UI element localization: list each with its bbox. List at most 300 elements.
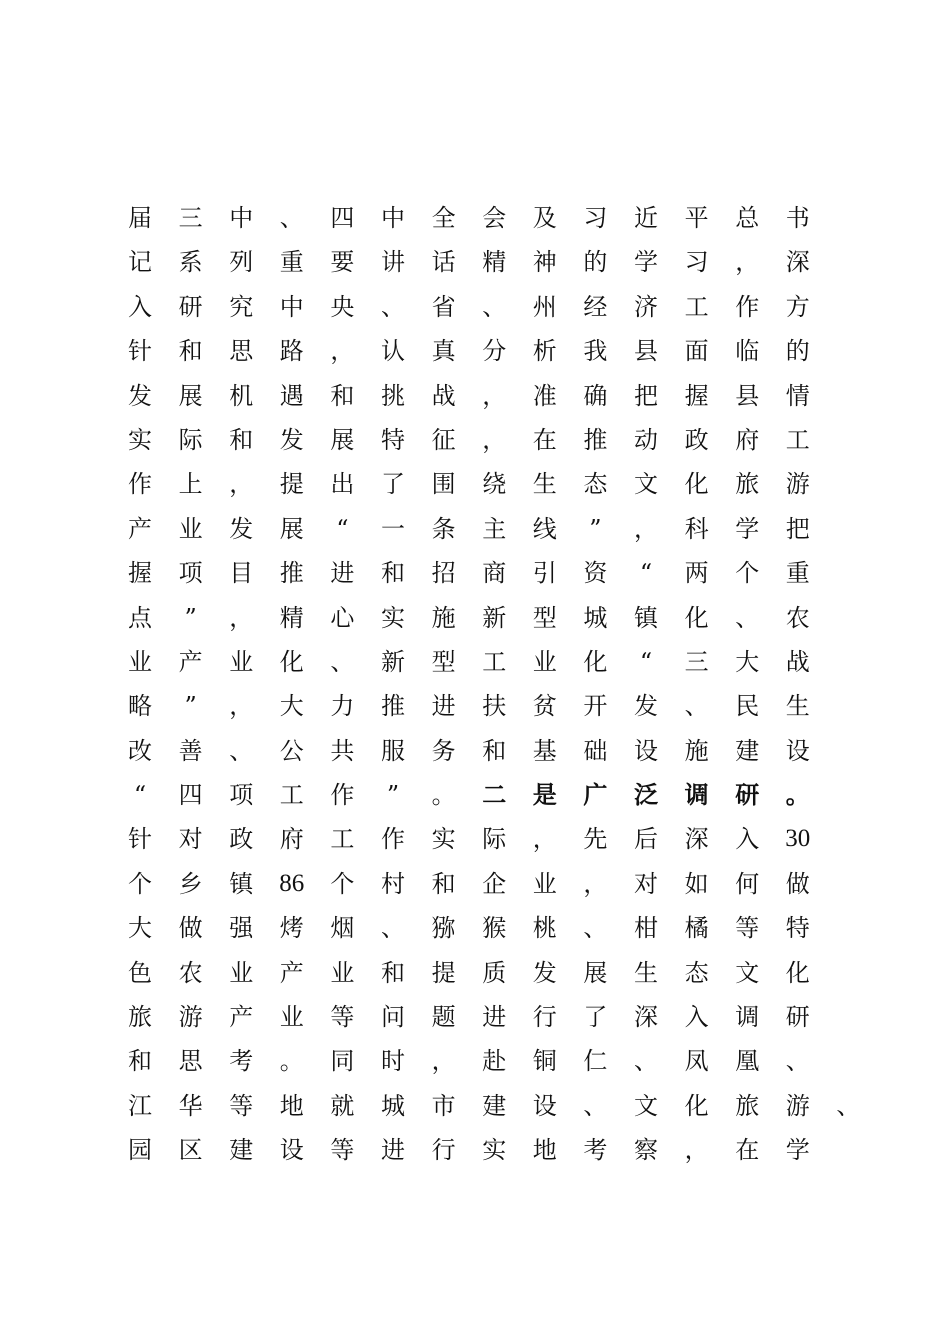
text-char: 准 <box>532 381 557 410</box>
text-char: ， <box>482 425 507 454</box>
text-line <box>0 418 950 462</box>
text-char: 点 <box>128 603 152 632</box>
text-line <box>0 462 950 506</box>
text-char: 、 <box>482 292 507 321</box>
text-char: 总 <box>735 204 760 232</box>
text-char: 的 <box>785 337 810 366</box>
text-char: 入 <box>128 292 152 321</box>
text-char: 设 <box>634 736 658 765</box>
text-char: 柑 <box>634 914 658 943</box>
text-line <box>0 329 950 373</box>
text-char: 、 <box>735 603 760 632</box>
text-line <box>0 862 950 906</box>
text-char: 生 <box>785 692 810 721</box>
text-char: 村 <box>381 869 405 898</box>
text-line <box>0 240 950 284</box>
text-char: 展 <box>279 514 304 543</box>
text-char: 近 <box>634 204 658 232</box>
text-char: 凤 <box>684 1047 709 1076</box>
text-char: 同 <box>330 1047 355 1076</box>
text-char: 先 <box>583 825 608 854</box>
text-char: 后 <box>634 825 658 854</box>
text-char: 、 <box>330 647 355 676</box>
text-char: 善 <box>178 736 203 765</box>
text-char: 个 <box>735 559 760 588</box>
text-char: 分 <box>482 337 507 366</box>
text-char: 、 <box>381 292 405 321</box>
text-char: 展 <box>583 958 608 987</box>
text-char: 州 <box>532 292 557 321</box>
text-char: 作 <box>381 825 405 854</box>
text-char: 府 <box>279 825 304 854</box>
text-char: 工 <box>785 425 810 454</box>
text-char: 仁 <box>583 1047 608 1076</box>
text-line <box>0 596 950 640</box>
text-char: 建 <box>735 736 760 765</box>
text-char: 业 <box>229 647 254 676</box>
text-char: 地 <box>279 1091 304 1120</box>
text-char: 挑 <box>381 381 405 410</box>
text-char: 贫 <box>532 692 557 721</box>
text-char: 工 <box>330 825 355 854</box>
text-char: 地 <box>532 1136 557 1165</box>
text-char: 握 <box>684 381 709 410</box>
text-char: 围 <box>431 470 456 499</box>
text-char: 设 <box>279 1136 304 1165</box>
text-char: ， <box>583 869 608 898</box>
text-char: ， <box>684 1136 709 1165</box>
text-char: 型 <box>532 603 557 632</box>
text-char: 和 <box>128 1047 152 1076</box>
text-char: ， <box>330 337 355 366</box>
text-line <box>0 684 950 728</box>
text-char: ， <box>735 248 760 277</box>
text-char: 推 <box>279 559 304 588</box>
text-line <box>0 1039 950 1083</box>
text-char: 四 <box>330 204 355 232</box>
text-char: 镇 <box>229 869 254 898</box>
text-char: 化 <box>684 603 709 632</box>
text-char: 认 <box>381 337 405 366</box>
text-char: 进 <box>330 559 355 588</box>
text-char: 业 <box>178 514 203 543</box>
text-char: 力 <box>330 692 355 721</box>
text-char: 中 <box>229 204 254 232</box>
text-char: 旅 <box>735 1091 760 1120</box>
text-char: 、 <box>634 1047 658 1076</box>
text-char: 情 <box>785 381 810 410</box>
text-char: 江 <box>128 1091 152 1120</box>
text-char: 大 <box>735 647 760 676</box>
text-char: ， <box>431 1047 456 1076</box>
text-char: “ <box>639 647 653 676</box>
text-char: 研 <box>735 780 760 810</box>
text-line <box>0 1128 950 1172</box>
text-char: 把 <box>785 514 810 543</box>
text-char: 做 <box>785 869 810 898</box>
text-char: 央 <box>330 292 355 321</box>
text-char: 在 <box>532 425 557 454</box>
text-char: 临 <box>735 337 760 366</box>
text-char: 列 <box>229 248 254 277</box>
text-char: 游 <box>785 1091 810 1120</box>
text-line <box>0 1084 950 1128</box>
text-char: 县 <box>735 381 760 410</box>
text-char: 就 <box>330 1091 355 1120</box>
text-char: 新 <box>381 647 405 676</box>
text-line <box>0 773 950 817</box>
text-char: 、 <box>583 914 608 943</box>
text-char: 设 <box>532 1091 557 1120</box>
text-line <box>0 196 950 240</box>
text-char: 生 <box>532 470 557 499</box>
text-char: 和 <box>178 337 203 366</box>
text-char: 入 <box>684 1003 709 1032</box>
text-char: 书 <box>785 204 810 232</box>
text-char: 新 <box>482 603 507 632</box>
text-char: 扶 <box>482 692 507 721</box>
text-char: 济 <box>634 292 658 321</box>
text-char: 实 <box>482 1136 507 1165</box>
text-char: 深 <box>684 825 709 854</box>
text-line <box>0 951 950 995</box>
text-char: 文 <box>634 1091 658 1120</box>
text-char: 心 <box>330 603 355 632</box>
text-char: 化 <box>279 647 304 676</box>
text-char: 针 <box>128 337 152 366</box>
text-char: 动 <box>634 425 658 454</box>
text-char: 考 <box>229 1047 254 1076</box>
text-line <box>0 507 950 551</box>
text-char: 三 <box>684 647 709 676</box>
text-char: 四 <box>178 781 203 810</box>
text-char: 等 <box>330 1003 355 1032</box>
text-char: 铜 <box>532 1047 557 1076</box>
text-char: 建 <box>229 1136 254 1165</box>
text-char: 实 <box>431 825 456 854</box>
text-char: 考 <box>583 1136 608 1165</box>
text-char: 招 <box>431 559 456 588</box>
text-char: 线 <box>532 514 557 543</box>
text-char: 府 <box>735 425 760 454</box>
text-char: 游 <box>178 1003 203 1032</box>
text-char: “ <box>133 781 147 810</box>
text-char: 建 <box>482 1091 507 1120</box>
text-char: 乡 <box>178 869 203 898</box>
text-char: 泛 <box>634 780 658 810</box>
text-char: 上 <box>178 470 203 499</box>
text-char: 发 <box>128 381 152 410</box>
text-char: 调 <box>684 780 709 810</box>
text-char: 产 <box>128 514 152 543</box>
text-char: 化 <box>785 958 810 987</box>
text-char: 重 <box>785 559 810 588</box>
text-char: 展 <box>330 425 355 454</box>
text-char: 础 <box>583 736 608 765</box>
text-char: 产 <box>178 647 203 676</box>
text-char: 会 <box>482 204 507 232</box>
text-char: 镇 <box>634 603 658 632</box>
text-char: 设 <box>785 736 810 765</box>
text-char: 市 <box>431 1091 456 1120</box>
text-char: ， <box>229 692 254 721</box>
text-char: 游 <box>785 470 810 499</box>
text-char: 凰 <box>735 1047 760 1076</box>
text-char: 作 <box>735 292 760 321</box>
text-char: 县 <box>634 337 658 366</box>
text-char: 和 <box>229 425 254 454</box>
text-char: 等 <box>229 1091 254 1120</box>
text-char: 猕 <box>431 914 456 943</box>
text-char: 项 <box>229 781 254 810</box>
text-char: 习 <box>583 204 608 232</box>
text-char: 产 <box>279 958 304 987</box>
text-char: 记 <box>128 248 152 277</box>
text-char: 思 <box>229 337 254 366</box>
text-char: 服 <box>381 736 405 765</box>
text-char: 86 <box>279 869 305 897</box>
text-char: 等 <box>735 914 760 943</box>
text-char: 战 <box>431 381 456 410</box>
text-char: 务 <box>431 736 456 765</box>
text-char: 文 <box>634 470 658 499</box>
text-char: 机 <box>229 381 254 410</box>
document-body <box>0 196 950 1173</box>
text-char: 平 <box>684 204 709 232</box>
text-char: 察 <box>634 1136 658 1165</box>
text-char: 旅 <box>128 1003 152 1032</box>
text-char: 主 <box>482 514 507 543</box>
text-char: 城 <box>381 1091 405 1120</box>
text-char: 究 <box>229 292 254 321</box>
text-char: 提 <box>431 958 456 987</box>
text-char: 政 <box>684 425 709 454</box>
text-char: 发 <box>532 958 557 987</box>
text-char: 题 <box>431 1003 456 1032</box>
text-char: 特 <box>381 425 405 454</box>
text-line <box>0 906 950 950</box>
text-char: 推 <box>381 692 405 721</box>
text-char: 提 <box>279 470 304 499</box>
text-char: 共 <box>330 736 355 765</box>
text-char: 大 <box>279 692 304 721</box>
text-char: 化 <box>583 647 608 676</box>
text-char: 学 <box>735 514 760 543</box>
text-char: 橘 <box>684 914 709 943</box>
text-char: 何 <box>735 869 760 898</box>
text-char: 问 <box>381 1003 405 1032</box>
text-char: 农 <box>178 958 203 987</box>
text-char: 工 <box>482 647 507 676</box>
text-char: 基 <box>532 736 557 765</box>
text-char: 作 <box>330 781 355 810</box>
text-char: 、 <box>785 1047 810 1076</box>
text-char: 调 <box>735 1003 760 1032</box>
text-char: 。 <box>279 1047 304 1076</box>
text-char: 要 <box>330 248 355 277</box>
text-char: 入 <box>735 825 760 854</box>
text-char: 工 <box>684 292 709 321</box>
text-line <box>0 640 950 684</box>
text-char: 三 <box>178 204 203 232</box>
text-char: 化 <box>684 470 709 499</box>
text-char: 推 <box>583 425 608 454</box>
text-char: 民 <box>735 692 760 721</box>
text-char: 行 <box>431 1136 456 1165</box>
text-char: 两 <box>684 559 709 588</box>
text-char: 旅 <box>735 470 760 499</box>
text-char: 、 <box>229 736 254 765</box>
text-char: 讲 <box>381 248 405 277</box>
text-char: 在 <box>735 1136 760 1165</box>
text-char: 的 <box>583 248 608 277</box>
text-char: 等 <box>330 1136 355 1165</box>
text-line <box>0 995 950 1039</box>
text-char: 方 <box>785 292 810 321</box>
text-char: 战 <box>785 647 810 676</box>
text-char: “ <box>639 559 653 588</box>
text-char: 如 <box>684 869 709 898</box>
text-char: 一 <box>381 514 405 543</box>
text-char: 和 <box>381 958 405 987</box>
text-char: 生 <box>634 958 658 987</box>
text-char: 展 <box>178 381 203 410</box>
text-char: 科 <box>684 514 709 543</box>
text-char: 桃 <box>532 914 557 943</box>
text-char: 。 <box>431 781 456 810</box>
text-char: 业 <box>532 869 557 898</box>
text-char: 区 <box>178 1136 203 1165</box>
text-char: 烟 <box>330 914 355 943</box>
text-char: 改 <box>128 736 152 765</box>
text-line <box>0 374 950 418</box>
text-char: 确 <box>583 381 608 410</box>
text-char: 了 <box>583 1003 608 1032</box>
text-line <box>0 729 950 773</box>
text-char: 研 <box>785 1003 810 1032</box>
text-char: 发 <box>634 692 658 721</box>
text-char: 态 <box>684 958 709 987</box>
text-char: 30 <box>785 825 811 853</box>
text-char: 城 <box>583 603 608 632</box>
text-char: 华 <box>178 1091 203 1120</box>
text-char: 对 <box>178 825 203 854</box>
text-char: 政 <box>229 825 254 854</box>
text-char: 我 <box>583 337 608 366</box>
text-char: 精 <box>279 603 304 632</box>
text-char: 时 <box>381 1047 405 1076</box>
text-char: 精 <box>482 248 507 277</box>
text-char: 业 <box>532 647 557 676</box>
text-char: 面 <box>684 337 709 366</box>
text-char: 习 <box>684 248 709 277</box>
text-char: 际 <box>178 425 203 454</box>
text-char: ” <box>184 692 197 721</box>
text-char: 思 <box>178 1047 203 1076</box>
text-char: 烤 <box>279 914 304 943</box>
text-line <box>0 817 950 861</box>
text-char: 路 <box>279 337 304 366</box>
text-char: 型 <box>431 647 456 676</box>
text-char: 学 <box>785 1136 810 1165</box>
text-char: 引 <box>532 559 557 588</box>
text-char: 话 <box>431 248 456 277</box>
text-char: 对 <box>634 869 658 898</box>
text-char: 及 <box>532 204 557 232</box>
text-char: 业 <box>128 647 152 676</box>
text-char: ， <box>229 470 254 499</box>
text-char: 开 <box>583 692 608 721</box>
text-char: 绕 <box>482 470 507 499</box>
text-char: 和 <box>482 736 507 765</box>
text-char: 目 <box>229 559 254 588</box>
text-char: 研 <box>178 292 203 321</box>
text-char: ， <box>634 514 658 543</box>
text-char: 际 <box>482 825 507 854</box>
text-char: 、 <box>684 692 709 721</box>
text-char: 产 <box>229 1003 254 1032</box>
text-char: 进 <box>431 692 456 721</box>
text-char: 略 <box>128 692 152 721</box>
text-char: 工 <box>279 781 304 810</box>
text-char: 特 <box>785 914 810 943</box>
text-char: 化 <box>684 1091 709 1120</box>
text-char: 强 <box>229 914 254 943</box>
text-char: 业 <box>229 958 254 987</box>
text-char: 资 <box>583 559 608 588</box>
text-char: 进 <box>381 1136 405 1165</box>
text-char: 重 <box>279 248 304 277</box>
text-char: 园 <box>128 1136 152 1165</box>
text-char: 中 <box>381 204 405 232</box>
text-char: 届 <box>128 204 152 232</box>
text-char: 析 <box>532 337 557 366</box>
text-char: 和 <box>431 869 456 898</box>
text-char: ， <box>532 825 557 854</box>
text-char: ， <box>482 381 507 410</box>
text-char: 了 <box>381 470 405 499</box>
text-char: 把 <box>634 381 658 410</box>
text-char: 学 <box>634 248 658 277</box>
text-char: 文 <box>735 958 760 987</box>
text-char: 猴 <box>482 914 507 943</box>
text-char: 握 <box>128 559 152 588</box>
text-char: 做 <box>178 914 203 943</box>
text-char: 。 <box>785 780 810 810</box>
text-char: 项 <box>178 559 203 588</box>
text-char: 全 <box>431 204 456 232</box>
text-char: “ <box>336 514 349 543</box>
text-char: 行 <box>532 1003 557 1032</box>
text-char: 出 <box>330 470 355 499</box>
text-char: 、 <box>583 1091 608 1120</box>
text-char: 态 <box>583 470 608 499</box>
text-char: 遇 <box>279 381 304 410</box>
text-char: 实 <box>128 425 152 454</box>
text-char: 深 <box>634 1003 658 1032</box>
text-char: ” <box>184 603 197 632</box>
text-char: 经 <box>583 292 608 321</box>
text-char: 和 <box>381 559 405 588</box>
text-char: 条 <box>431 514 456 543</box>
text-char: 深 <box>785 248 810 277</box>
text-char: 企 <box>482 869 507 898</box>
text-char: 、 <box>381 914 405 943</box>
text-char: 和 <box>330 381 355 410</box>
text-char: 神 <box>532 248 557 277</box>
text-char: 针 <box>128 825 152 854</box>
text-char: 色 <box>128 958 152 987</box>
